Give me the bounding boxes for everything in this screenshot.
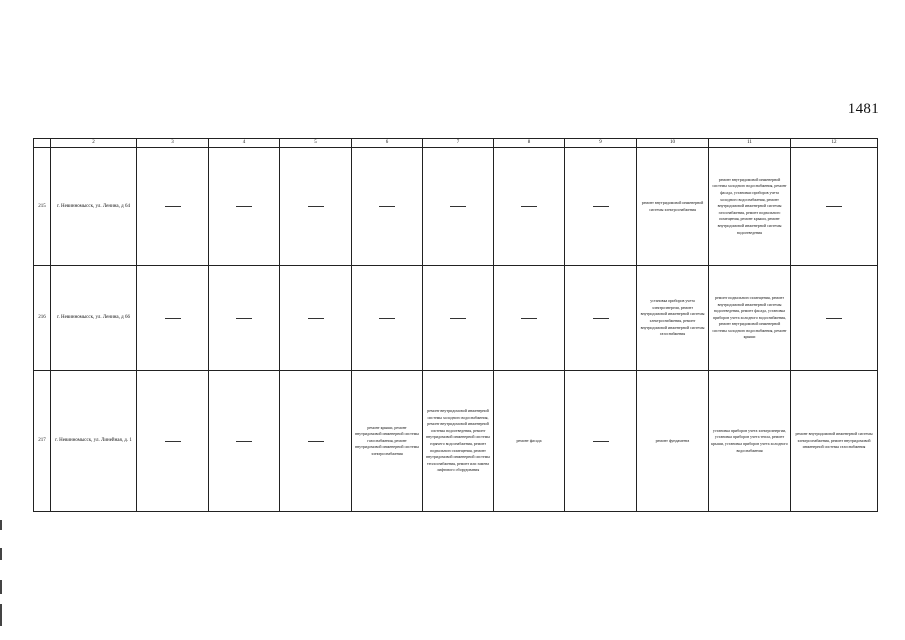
table-row [34, 266, 878, 371]
dash-mark [450, 318, 466, 319]
row-number: 217 [34, 371, 51, 512]
empty-cell [209, 148, 280, 266]
header-row [34, 139, 878, 148]
empty-cell [494, 148, 565, 266]
dash-mark [165, 441, 181, 442]
dash-mark [236, 318, 252, 319]
dash-mark [165, 318, 181, 319]
dash-mark [826, 206, 842, 207]
empty-cell [565, 266, 637, 371]
header-cell: 6 [352, 139, 423, 148]
row-number: 215 [34, 148, 51, 266]
works-col8: ремонт фасада [494, 371, 565, 512]
works-col11: ремонт внутридомовой инженерной системы холодного водоснабжения, ремонт фасада, установки приборов учета холодного водоснабжения, ремонт внутридомовой инженерной системы газоснабжения, ремонт подвального помещения, ремонт крыши, ремонт внутридомовой инженерной системы водоотведения [709, 148, 791, 266]
header-cell: 4 [209, 139, 280, 148]
scan-edge-mark [0, 548, 2, 560]
empty-cell [280, 148, 352, 266]
dash-mark [379, 206, 395, 207]
dash-mark [236, 441, 252, 442]
empty-cell [423, 148, 494, 266]
header-cell: 2 [51, 139, 137, 148]
dash-mark [826, 318, 842, 319]
header-cell: 7 [423, 139, 494, 148]
dash-mark [450, 206, 466, 207]
row-number: 216 [34, 266, 51, 371]
empty-cell [280, 371, 352, 512]
empty-cell [565, 148, 637, 266]
dash-mark [593, 318, 609, 319]
works-col11: установка приборов учета электроэнергии, установка приборов учета тепла, ремонт крыши, установка приборов учета холодного водоснабжения [709, 371, 791, 512]
dash-mark [593, 441, 609, 442]
empty-cell [494, 266, 565, 371]
empty-cell [137, 266, 209, 371]
empty-cell [280, 266, 352, 371]
works-col10: ремонт внутридомовой инженерной системы электроснабжения [637, 148, 709, 266]
empty-cell [791, 266, 878, 371]
empty-cell [352, 266, 423, 371]
works-col10: установка приборов учета электроэнергии, ремонт внутридомовой инженерной системы электроснабжения, ремонт внутридомовой инженерной системы газоснабжения [637, 266, 709, 371]
header-cell: 8 [494, 139, 565, 148]
empty-cell [209, 371, 280, 512]
repair-schedule-table [33, 138, 878, 512]
empty-cell [137, 371, 209, 512]
header-cell: 3 [137, 139, 209, 148]
header-cell: 5 [280, 139, 352, 148]
header-cell: 12 [791, 139, 878, 148]
row-address: г. Невинномысск, ул. Линейная, д. 1 [51, 371, 137, 512]
dash-mark [308, 206, 324, 207]
scan-edge-mark [0, 604, 2, 626]
header-cell: 11 [709, 139, 791, 148]
dash-mark [308, 441, 324, 442]
empty-cell [352, 148, 423, 266]
works-col11: ремонт подвального помещения, ремонт внутридомовой инженерной системы водоотведения, ремонт фасада, установка приборов учета холодного водоснабжения, ремонт внутридомовой инженерной системы холодного водоснабжения, ремонт крыши [709, 266, 791, 371]
works-col7: ремонт внутридомовой инженерной системы холодного водоснабжения, ремонт внутридомовой инженерной системы водоотведения, ремонт внутридомовой инженерной системы горячего водоснабжения, ремонт подвального помещения, ремонт внутридомовой инженерной системы теплоснабжения, ремонт или замена лифтового оборудования [423, 371, 494, 512]
dash-mark [379, 318, 395, 319]
empty-cell [137, 148, 209, 266]
dash-mark [165, 206, 181, 207]
empty-cell [209, 266, 280, 371]
page-number: 1481 [847, 101, 879, 117]
works-col6: ремонт крыши, ремонт внутридомовой инженерной системы газоснабжения, ремонт внутридомовой инженерной системы электроснабжения [352, 371, 423, 512]
header-cell: 9 [565, 139, 637, 148]
empty-cell [565, 371, 637, 512]
row-address: г. Невинномысск, ул. Ленина, д 66 [51, 266, 137, 371]
works-col12: ремонт внутридомовой инженерной системы электроснабжения, ремонт внутридомовой инженерной системы газоснабжения [791, 371, 878, 512]
empty-cell [423, 266, 494, 371]
header-cell: 10 [637, 139, 709, 148]
scan-edge-mark [0, 520, 2, 530]
scan-edge-mark [0, 580, 2, 594]
table-row [34, 148, 878, 266]
header-cell-blank [34, 139, 51, 148]
dash-mark [308, 318, 324, 319]
works-col10: ремонт фундамента [637, 371, 709, 512]
table-row [34, 371, 878, 512]
dash-mark [593, 206, 609, 207]
empty-cell [791, 148, 878, 266]
row-address: г. Невинномысск, ул. Ленина, д 64 [51, 148, 137, 266]
dash-mark [521, 206, 537, 207]
dash-mark [521, 318, 537, 319]
dash-mark [236, 206, 252, 207]
